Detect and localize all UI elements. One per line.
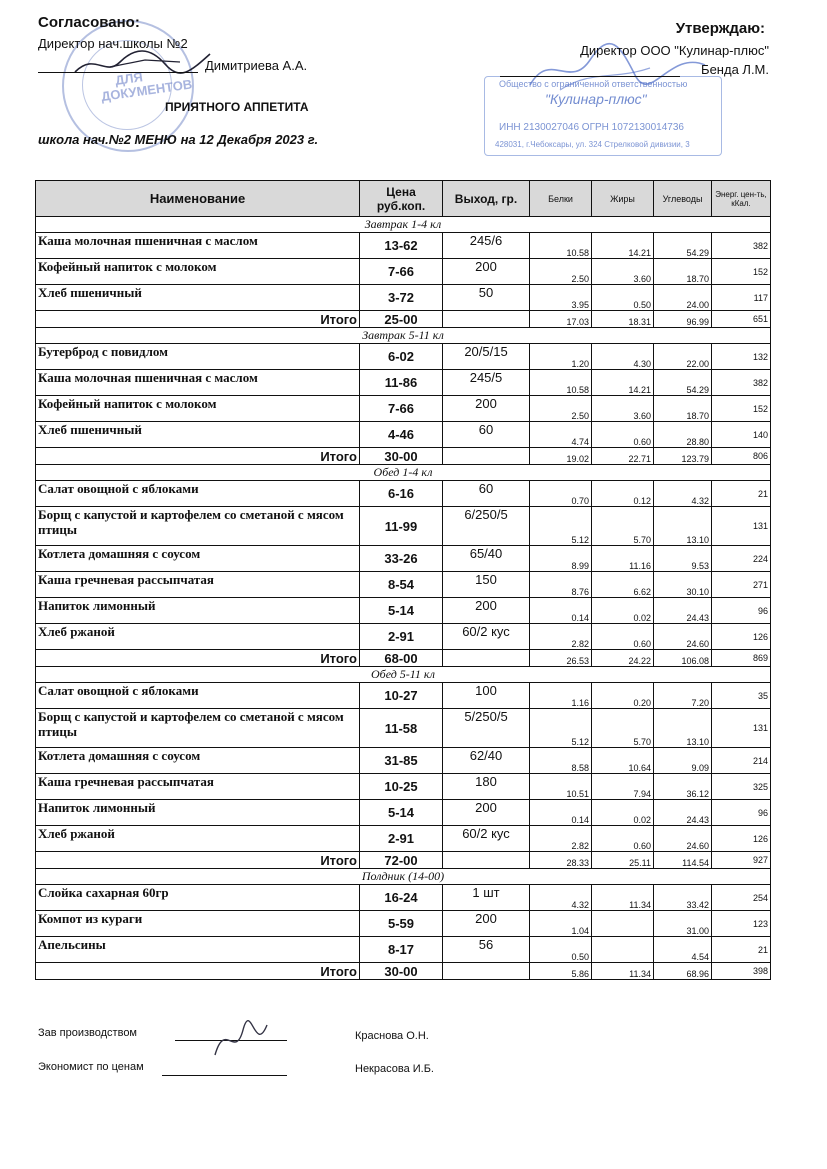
slogan: ПРИЯТНОГО АППЕТИТА [165,100,309,114]
table-row [36,396,771,422]
dish-energy: 126 [712,826,771,852]
dish-energy: 254 [712,885,771,911]
total-protein: 19.02 [530,448,592,465]
table-row [36,481,771,507]
approved-position: Директор нач.школы №2 [38,36,188,51]
dish-price: 6-02 [360,344,443,370]
production-label: Зав производством [38,1027,137,1039]
total-label: Итого [36,311,360,328]
dish-carbs: 24.60 [654,826,712,852]
dish-protein: 0.14 [530,598,592,624]
table-row [36,233,771,259]
section-title: Полдник (14-00) [36,869,771,885]
dish-price: 8-17 [360,937,443,963]
total-price: 25-00 [360,311,443,328]
section-row [36,667,771,683]
table-row [36,911,771,937]
table-row [36,937,771,963]
section-title: Обед 1-4 кл [36,465,771,481]
dish-carbs: 7.20 [654,683,712,709]
dish-yield: 180 [443,774,530,800]
dish-fat: 0.20 [592,683,654,709]
dish-price: 2-91 [360,624,443,650]
total-energy: 398 [712,963,771,980]
table-row [36,709,771,748]
dish-price: 5-59 [360,911,443,937]
dish-energy: 96 [712,800,771,826]
dish-protein: 5.12 [530,709,592,748]
dish-name: Каша гречневая рассыпчатая [36,572,360,598]
total-label: Итого [36,650,360,667]
total-energy: 927 [712,852,771,869]
table-row [36,370,771,396]
dish-fat: 4.30 [592,344,654,370]
col-name-header: Наименование [36,181,360,217]
dish-yield: 200 [443,911,530,937]
dish-yield: 60 [443,422,530,448]
dish-fat: 14.21 [592,233,654,259]
company-stamp-line1: Общество с ограниченной ответственностью [499,79,688,89]
dish-yield: 100 [443,683,530,709]
dish-name: Кофейный напиток с молоком [36,396,360,422]
total-energy: 806 [712,448,771,465]
dish-protein: 5.12 [530,507,592,546]
total-protein: 26.53 [530,650,592,667]
dish-energy: 131 [712,709,771,748]
total-energy: 869 [712,650,771,667]
dish-protein: 2.50 [530,396,592,422]
total-row [36,311,771,328]
approved-sign-line [38,72,198,73]
confirmed-title: Утверждаю: [675,20,765,37]
dish-name: Борщ с капустой и картофелем со сметаной с мясом птицы [36,507,360,546]
dish-name: Каша молочная пшеничная с маслом [36,233,360,259]
dish-yield: 150 [443,572,530,598]
dish-price: 5-14 [360,800,443,826]
dish-yield: 60/2 кус [443,624,530,650]
dish-yield: 200 [443,598,530,624]
dish-energy: 325 [712,774,771,800]
dish-protein: 1.04 [530,911,592,937]
col-fat-header: Жиры [592,181,654,217]
company-stamp-line2: "Кулинар-плюс" [545,91,647,107]
dish-price: 11-86 [360,370,443,396]
dish-price: 11-58 [360,709,443,748]
total-fat: 22.71 [592,448,654,465]
dish-energy: 271 [712,572,771,598]
dish-protein: 0.14 [530,800,592,826]
table-row [36,507,771,546]
dish-price: 10-27 [360,683,443,709]
dish-energy: 140 [712,422,771,448]
menu-title: школа нач.№2 МЕНЮ на 12 Декабря 2023 г. [38,132,319,147]
dish-protein: 8.99 [530,546,592,572]
total-carbs: 114.54 [654,852,712,869]
table-row [36,624,771,650]
col-protein-header: Белки [530,181,592,217]
dish-fat: 0.02 [592,800,654,826]
dish-fat: 7.94 [592,774,654,800]
table-row [36,344,771,370]
approved-name: Димитриева А.А. [205,58,308,73]
dish-carbs: 9.09 [654,748,712,774]
section-title: Обед 5-11 кл [36,667,771,683]
total-protein: 28.33 [530,852,592,869]
total-row [36,650,771,667]
total-yield [443,311,530,328]
economist-name: Некрасова И.Б. [355,1063,434,1075]
dish-energy: 132 [712,344,771,370]
dish-carbs: 18.70 [654,396,712,422]
dish-energy: 224 [712,546,771,572]
section-row [36,328,771,344]
dish-fat: 14.21 [592,370,654,396]
dish-protein: 2.50 [530,259,592,285]
total-price: 72-00 [360,852,443,869]
table-row [36,259,771,285]
table-row [36,572,771,598]
dish-yield: 62/40 [443,748,530,774]
dish-yield: 60/2 кус [443,826,530,852]
col-energy-header: Энерг. цен-ть, кКал. [712,181,771,217]
section-row [36,869,771,885]
dish-yield: 245/6 [443,233,530,259]
dish-name: Каша гречневая рассыпчатая [36,774,360,800]
confirmed-position: Директор ООО "Кулинар-плюс" [580,43,769,58]
dish-energy: 21 [712,481,771,507]
company-stamp-line3: ИНН 2130027046 ОГРН 1072130014736 [499,122,684,133]
dish-carbs: 4.32 [654,481,712,507]
total-label: Итого [36,448,360,465]
dish-carbs: 22.00 [654,344,712,370]
dish-price: 10-25 [360,774,443,800]
dish-name: Салат овощной с яблоками [36,683,360,709]
table-row [36,774,771,800]
dish-yield: 6/250/5 [443,507,530,546]
col-carbs-header: Углеводы [654,181,712,217]
dish-price: 7-66 [360,259,443,285]
dish-name: Хлеб ржаной [36,826,360,852]
dish-protein: 2.82 [530,826,592,852]
dish-price: 2-91 [360,826,443,852]
total-fat: 18.31 [592,311,654,328]
total-protein: 17.03 [530,311,592,328]
section-row [36,217,771,233]
dish-carbs: 54.29 [654,233,712,259]
total-price: 30-00 [360,448,443,465]
dish-name: Борщ с капустой и картофелем со сметаной с мясом птицы [36,709,360,748]
dish-yield: 200 [443,800,530,826]
dish-name: Хлеб пшеничный [36,422,360,448]
table-row [36,546,771,572]
dish-name: Напиток лимонный [36,800,360,826]
school-stamp-text: ДЛЯ ДОКУМЕНТОВ [100,69,194,105]
dish-energy: 152 [712,259,771,285]
dish-name: Котлета домашняя с соусом [36,748,360,774]
table-row [36,422,771,448]
dish-yield: 5/250/5 [443,709,530,748]
dish-name: Хлеб пшеничный [36,285,360,311]
dish-carbs: 24.43 [654,598,712,624]
total-row [36,963,771,980]
dish-name: Каша молочная пшеничная с маслом [36,370,360,396]
section-title: Завтрак 1-4 кл [36,217,771,233]
dish-fat: 5.70 [592,507,654,546]
dish-price: 13-62 [360,233,443,259]
approved-title: Согласовано: [38,14,140,31]
dish-price: 8-54 [360,572,443,598]
dish-price: 31-85 [360,748,443,774]
dish-energy: 126 [712,624,771,650]
dish-price: 7-66 [360,396,443,422]
table-row [36,826,771,852]
dish-yield: 65/40 [443,546,530,572]
col-yield-header: Выход, гр. [443,181,530,217]
dish-energy: 131 [712,507,771,546]
dish-protein: 4.32 [530,885,592,911]
dish-protein: 8.58 [530,748,592,774]
total-carbs: 96.99 [654,311,712,328]
dish-energy: 382 [712,370,771,396]
dish-fat: 3.60 [592,396,654,422]
total-energy: 651 [712,311,771,328]
total-carbs: 123.79 [654,448,712,465]
dish-protein: 4.74 [530,422,592,448]
dish-name: Салат овощной с яблоками [36,481,360,507]
dish-yield: 200 [443,396,530,422]
dish-energy: 123 [712,911,771,937]
table-header-row [36,181,771,217]
dish-price: 4-46 [360,422,443,448]
total-row [36,852,771,869]
total-yield [443,650,530,667]
dish-name: Кофейный напиток с молоком [36,259,360,285]
dish-carbs: 30.10 [654,572,712,598]
table-row [36,285,771,311]
dish-name: Бутерброд с повидлом [36,344,360,370]
dish-protein: 1.20 [530,344,592,370]
dish-energy: 21 [712,937,771,963]
total-label: Итого [36,852,360,869]
dish-fat: 0.60 [592,422,654,448]
table-row [36,598,771,624]
dish-yield: 200 [443,259,530,285]
menu-table [35,180,771,980]
dish-fat: 0.60 [592,826,654,852]
confirmed-name: Бенда Л.М. [701,62,769,77]
dish-energy: 35 [712,683,771,709]
dish-price: 11-99 [360,507,443,546]
dish-yield: 245/5 [443,370,530,396]
menu-body [36,217,771,980]
dish-carbs: 54.29 [654,370,712,396]
dish-fat: 0.02 [592,598,654,624]
dish-price: 6-16 [360,481,443,507]
table-row [36,683,771,709]
dish-carbs: 24.60 [654,624,712,650]
total-fat: 25.11 [592,852,654,869]
dish-fat [592,911,654,937]
dish-yield: 50 [443,285,530,311]
dish-carbs: 9.53 [654,546,712,572]
total-yield [443,852,530,869]
total-price: 68-00 [360,650,443,667]
dish-carbs: 24.00 [654,285,712,311]
dish-yield: 1 шт [443,885,530,911]
total-label: Итого [36,963,360,980]
dish-fat: 5.70 [592,709,654,748]
dish-protein: 3.95 [530,285,592,311]
dish-fat: 0.60 [592,624,654,650]
total-yield [443,448,530,465]
dish-fat [592,937,654,963]
dish-protein: 8.76 [530,572,592,598]
dish-name: Слойка сахарная 60гр [36,885,360,911]
production-name: Краснова О.Н. [355,1030,429,1042]
dish-name: Хлеб ржаной [36,624,360,650]
dish-carbs: 13.10 [654,709,712,748]
dish-carbs: 36.12 [654,774,712,800]
dish-carbs: 33.42 [654,885,712,911]
total-carbs: 68.96 [654,963,712,980]
dish-fat: 0.50 [592,285,654,311]
total-fat: 24.22 [592,650,654,667]
dish-protein: 2.82 [530,624,592,650]
dish-energy: 152 [712,396,771,422]
table-row [36,800,771,826]
dish-energy: 96 [712,598,771,624]
total-protein: 5.86 [530,963,592,980]
total-carbs: 106.08 [654,650,712,667]
dish-fat: 6.62 [592,572,654,598]
dish-name: Котлета домашняя с соусом [36,546,360,572]
table-row [36,885,771,911]
total-row [36,448,771,465]
dish-price: 33-26 [360,546,443,572]
dish-price: 5-14 [360,598,443,624]
dish-protein: 10.51 [530,774,592,800]
dish-carbs: 4.54 [654,937,712,963]
dish-energy: 214 [712,748,771,774]
section-row [36,465,771,481]
col-price-header: Цена руб.коп. [360,181,443,217]
dish-carbs: 18.70 [654,259,712,285]
dish-name: Компот из кураги [36,911,360,937]
total-yield [443,963,530,980]
dish-fat: 11.34 [592,885,654,911]
dish-protein: 0.70 [530,481,592,507]
dish-carbs: 28.80 [654,422,712,448]
section-title: Завтрак 5-11 кл [36,328,771,344]
dish-carbs: 13.10 [654,507,712,546]
dish-name: Апельсины [36,937,360,963]
dish-energy: 382 [712,233,771,259]
dish-yield: 56 [443,937,530,963]
dish-fat: 10.64 [592,748,654,774]
dish-carbs: 24.43 [654,800,712,826]
total-fat: 11.34 [592,963,654,980]
dish-protein: 1.16 [530,683,592,709]
dish-yield: 20/5/15 [443,344,530,370]
economist-sign-line [162,1075,287,1076]
company-stamp-line4: 428031, г.Чебоксары, ул. 324 Стрелковой дивизии, 3 [495,140,690,149]
dish-name: Напиток лимонный [36,598,360,624]
dish-fat: 0.12 [592,481,654,507]
dish-protein: 0.50 [530,937,592,963]
table-row [36,748,771,774]
total-price: 30-00 [360,963,443,980]
dish-protein: 10.58 [530,370,592,396]
confirmed-sign-line [500,76,680,77]
dish-fat: 3.60 [592,259,654,285]
economist-label: Экономист по ценам [38,1061,144,1073]
dish-yield: 60 [443,481,530,507]
dish-energy: 117 [712,285,771,311]
dish-price: 16-24 [360,885,443,911]
dish-price: 3-72 [360,285,443,311]
dish-protein: 10.58 [530,233,592,259]
dish-carbs: 31.00 [654,911,712,937]
production-signature [205,1015,275,1065]
dish-fat: 11.16 [592,546,654,572]
